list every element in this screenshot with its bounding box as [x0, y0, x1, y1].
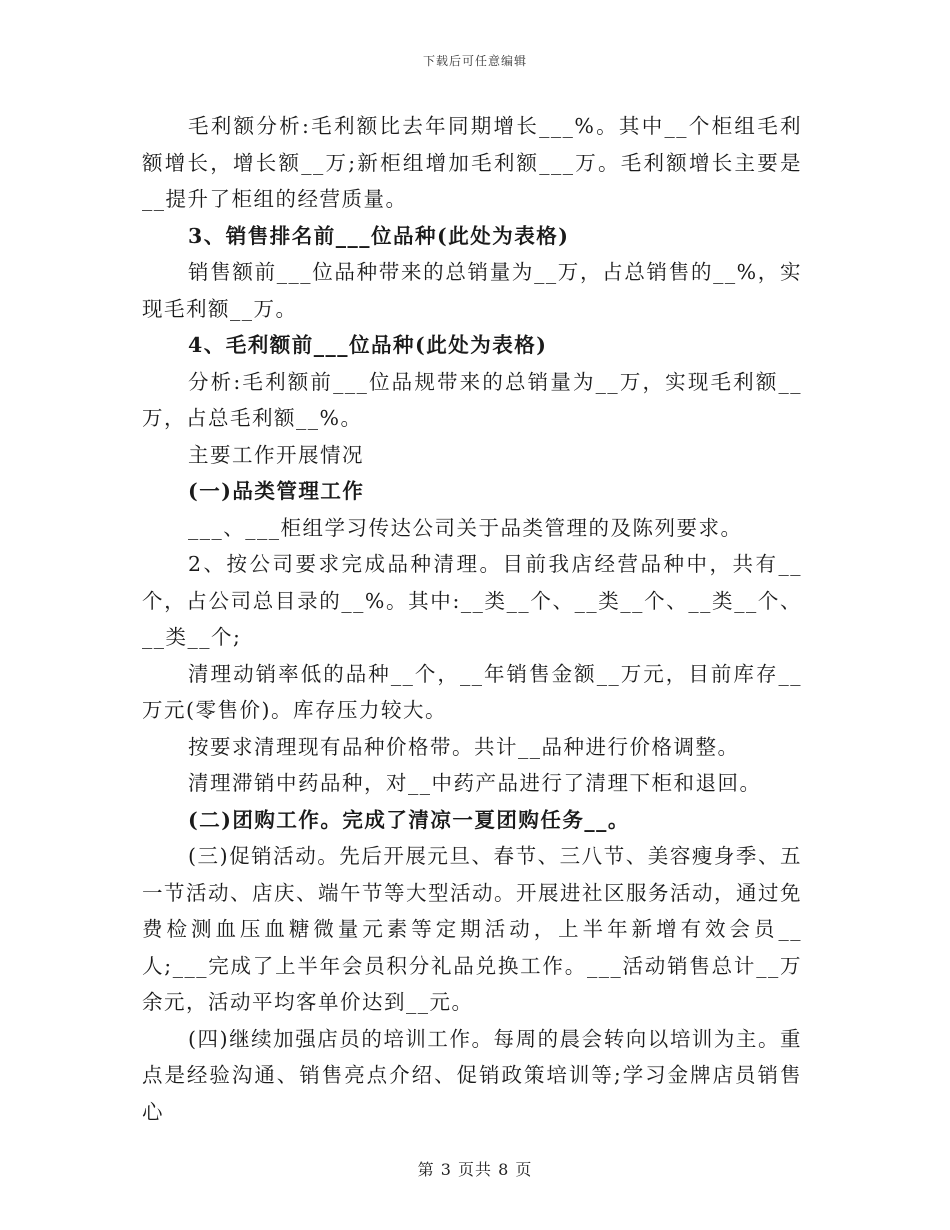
- paragraph-item-cleanup: 2、按公司要求完成品种清理。目前我店经营品种中，共有__个，占公司总目录的__%。其中:__类__个、__类__个、__类__个、__类__个;: [142, 552, 802, 649]
- heading-group-purchase: (二)团购工作。完成了清凉一夏团购任务__。: [188, 807, 630, 832]
- paragraph-gross-profit-analysis: 毛利额分析:毛利额比去年同期增长___%。其中__个柜组毛利额增长，增长额__万;新柜组增加毛利额___万。毛利额增长主要是__提升了柜组的经营质量。: [142, 114, 802, 211]
- paragraph-tcm-cleanup: 清理滞销中药品种，对__中药产品进行了清理下柜和退回。: [188, 771, 762, 795]
- paragraph-price-band: 按要求清理现有品种价格带。共计__品种进行价格调整。: [188, 734, 740, 759]
- heading-top-sales-items: 3、销售排名前___位品种(此处为表格): [188, 223, 570, 248]
- page-header: 下载后可任意编辑: [422, 54, 527, 68]
- heading-main-work: 主要工作开展情况: [188, 442, 364, 467]
- page-footer: 第 3 页共 8 页: [417, 1160, 533, 1179]
- heading-top-profit-items: 4、毛利额前___位品种(此处为表格): [188, 333, 548, 357]
- paragraph-category-study: ___、___柜组学习传达公司关于品类管理的及陈列要求。: [188, 515, 743, 540]
- paragraph-top-sales-summary: 销售额前___位品种带来的总销量为__万，占总销售的__%，实现毛利额__万。: [142, 260, 802, 321]
- document-body: [142, 108, 802, 1130]
- paragraph-top-profit-analysis: 分析:毛利额前___位品规带来的总销量为__万，实现毛利额__万，占总毛利额__%。: [142, 369, 802, 430]
- paragraph-slow-moving-cleanup: 清理动销率低的品种__个，__年销售金额__万元，目前库存__万元(零售价)。库存压力较大。: [142, 661, 802, 722]
- paragraph-staff-training: (四)继续加强店员的培训工作。每周的晨会转向以培训为主。重点是经验沟通、销售亮点介绍、促销政策培训等;学习金牌店员销售心: [142, 1026, 802, 1124]
- paragraph-promotions: (三)促销活动。先后开展元旦、春节、三八节、美容瘦身季、五一节活动、店庆、端午节等大型活动。开展进社区服务活动，通过免费检测血压血糖微量元素等定期活动，上半年新增有效会员__人;___完成了上半年会员积分礼品兑换工作。___活动销售总计__万余元，活动平均客单价达到__元。: [142, 844, 802, 1014]
- heading-category-management: (一)品类管理工作: [188, 479, 365, 503]
